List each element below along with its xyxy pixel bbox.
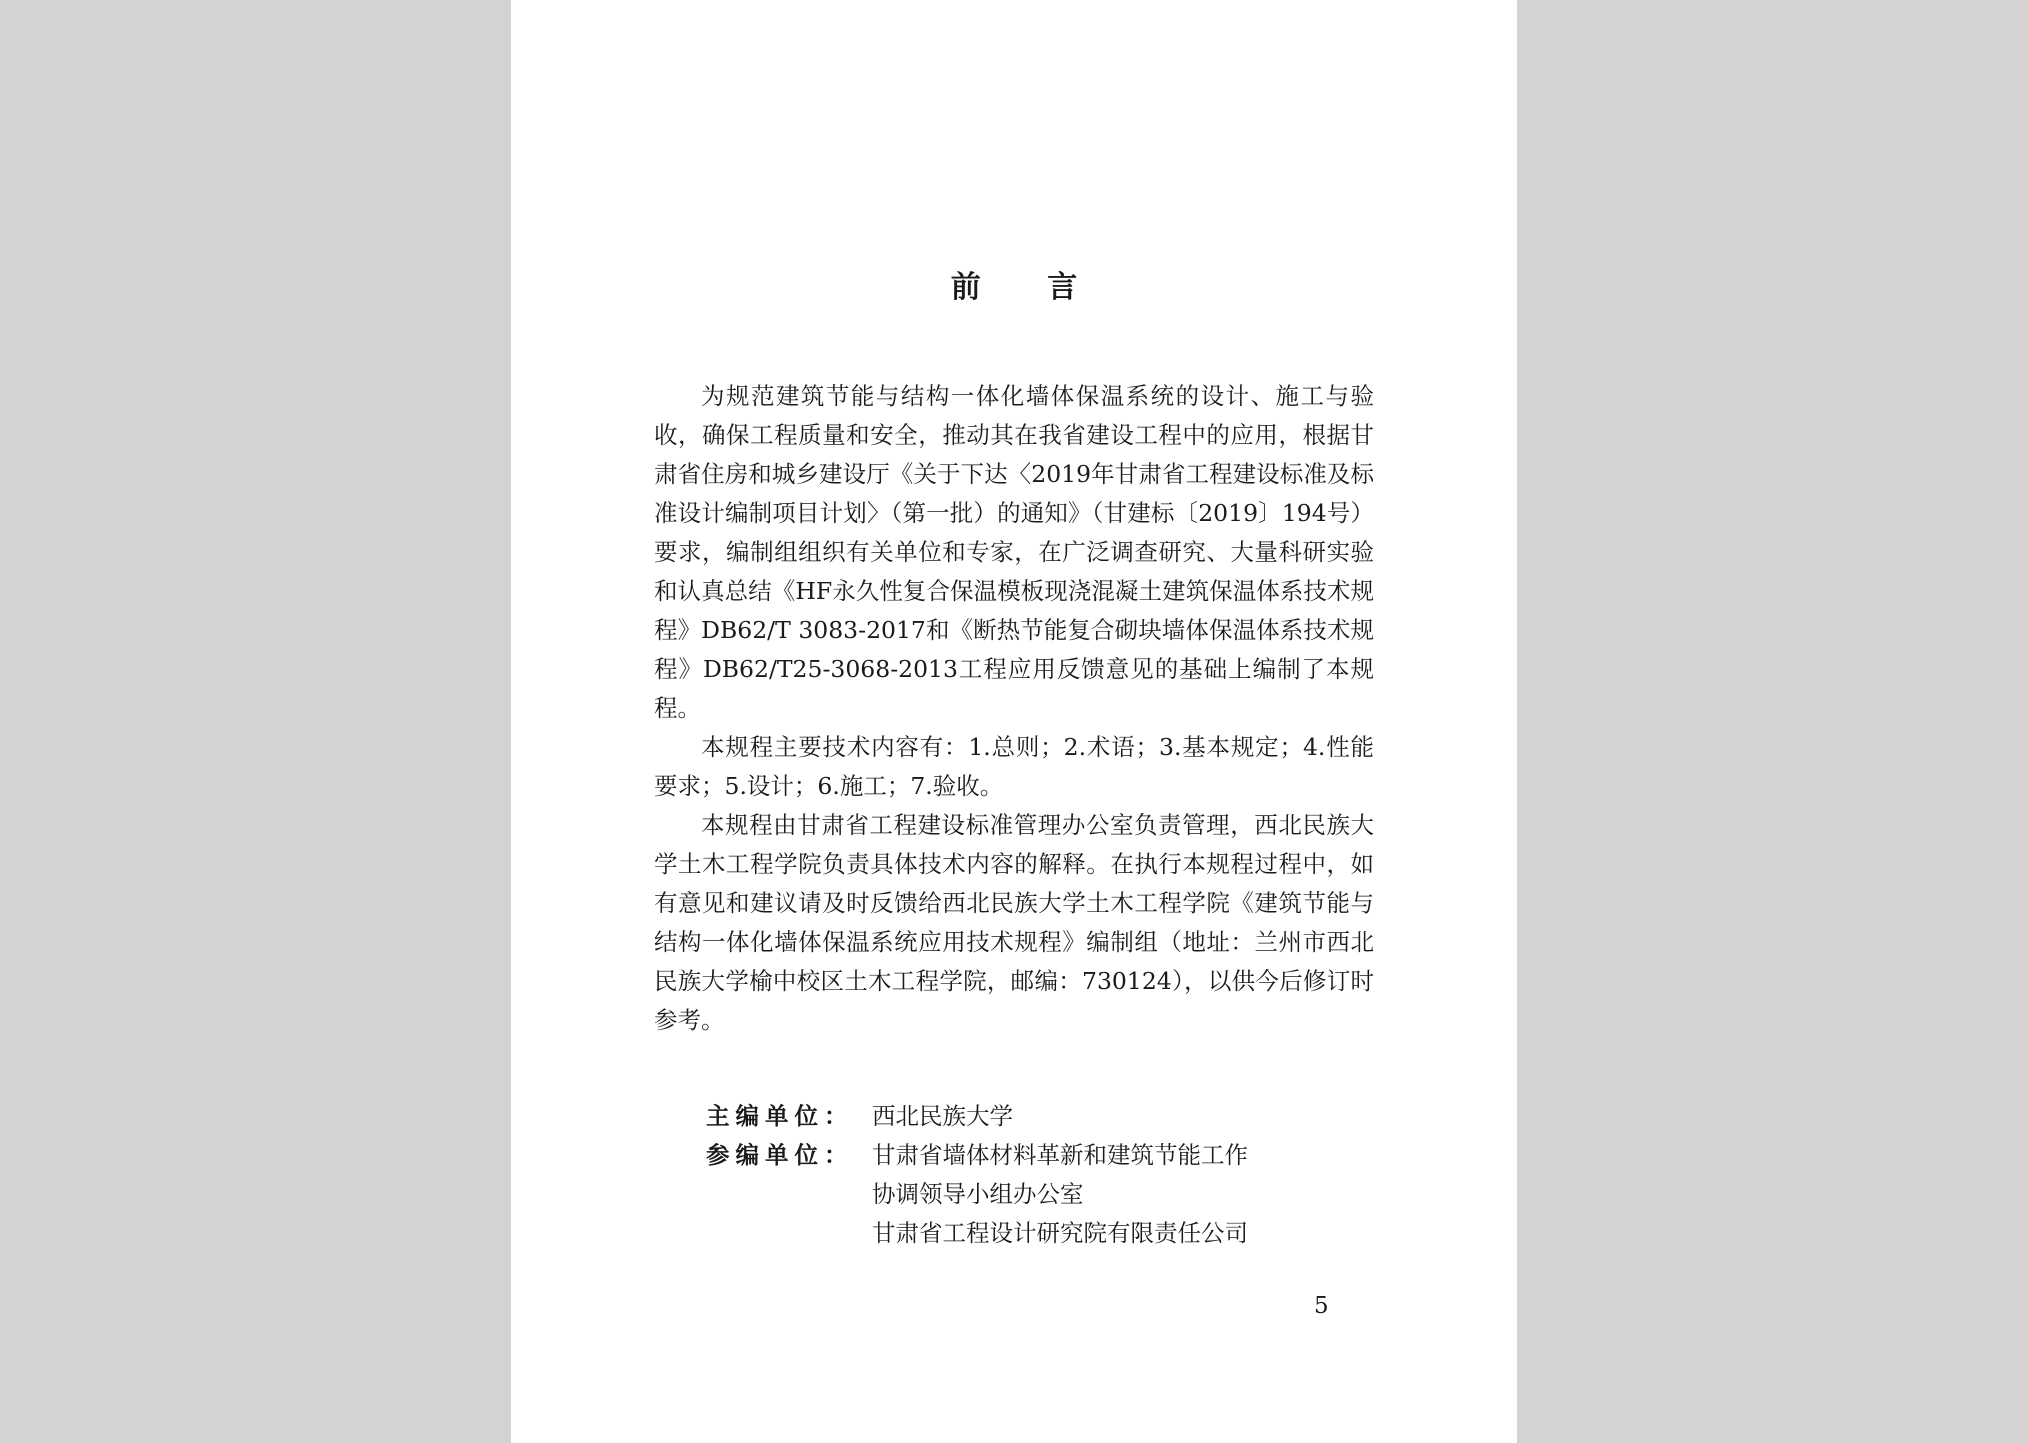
document-page bbox=[511, 0, 1517, 1443]
participating-editor-row bbox=[706, 1136, 1248, 1253]
page-number: 5 bbox=[1314, 1293, 1329, 1319]
chief-editor-values bbox=[872, 1097, 1013, 1136]
preface-body bbox=[654, 377, 1374, 1040]
participating-editor-values bbox=[872, 1136, 1248, 1253]
participating-unit-line: 甘肃省工程设计研究院有限责任公司 bbox=[872, 1219, 1248, 1247]
page-title: 前 言 bbox=[950, 270, 1106, 305]
participating-editor-label: 参编单位： bbox=[706, 1141, 854, 1169]
participating-unit-line: 甘肃省墙体材料革新和建筑节能工作 bbox=[872, 1141, 1248, 1169]
credits-block bbox=[706, 1097, 1248, 1253]
paragraph-contents: 本规程主要技术内容有：1.总则；2.术语；3.基本规定；4.性能要求；5.设计；6.施工；7.验收。 bbox=[654, 733, 1374, 800]
chief-editor-label: 主编单位： bbox=[706, 1102, 854, 1130]
chief-editor-row bbox=[706, 1097, 1248, 1136]
paragraph-management: 本规程由甘肃省工程建设标准管理办公室负责管理，西北民族大学土木工程学院负责具体技术内容的解释。在执行本规程过程中，如有意见和建议请及时反馈给西北民族大学土木工程学院《建筑节能与结构一体化墙体保温系统应用技术规程》编制组（地址：兰州市西北民族大学榆中校区土木工程学院，邮编：730124），以供今后修订时参考。 bbox=[654, 811, 1374, 1034]
participating-unit-line: 协调领导小组办公室 bbox=[872, 1180, 1084, 1208]
chief-editor-unit: 西北民族大学 bbox=[872, 1102, 1013, 1130]
paragraph-purpose: 为规范建筑节能与结构一体化墙体保温系统的设计、施工与验收，确保工程质量和安全，推动其在我省建设工程中的应用，根据甘肃省住房和城乡建设厅《关于下达〈2019年甘肃省工程建设标准及标准设计编制项目计划〉（第一批）的通知》（甘建标〔2019〕194号）要求，编制组组织有关单位和专家，在广泛调查研究、大量科研实验和认真总结《HF永久性复合保温模板现浇混凝土建筑保温体系技术规程》DB62/T 3083-2017和《断热节能复合砌块墙体保温体系技术规程》DB62/T25-3068-2013工程应用反馈意见的基础上编制了本规程。 bbox=[654, 382, 1374, 722]
